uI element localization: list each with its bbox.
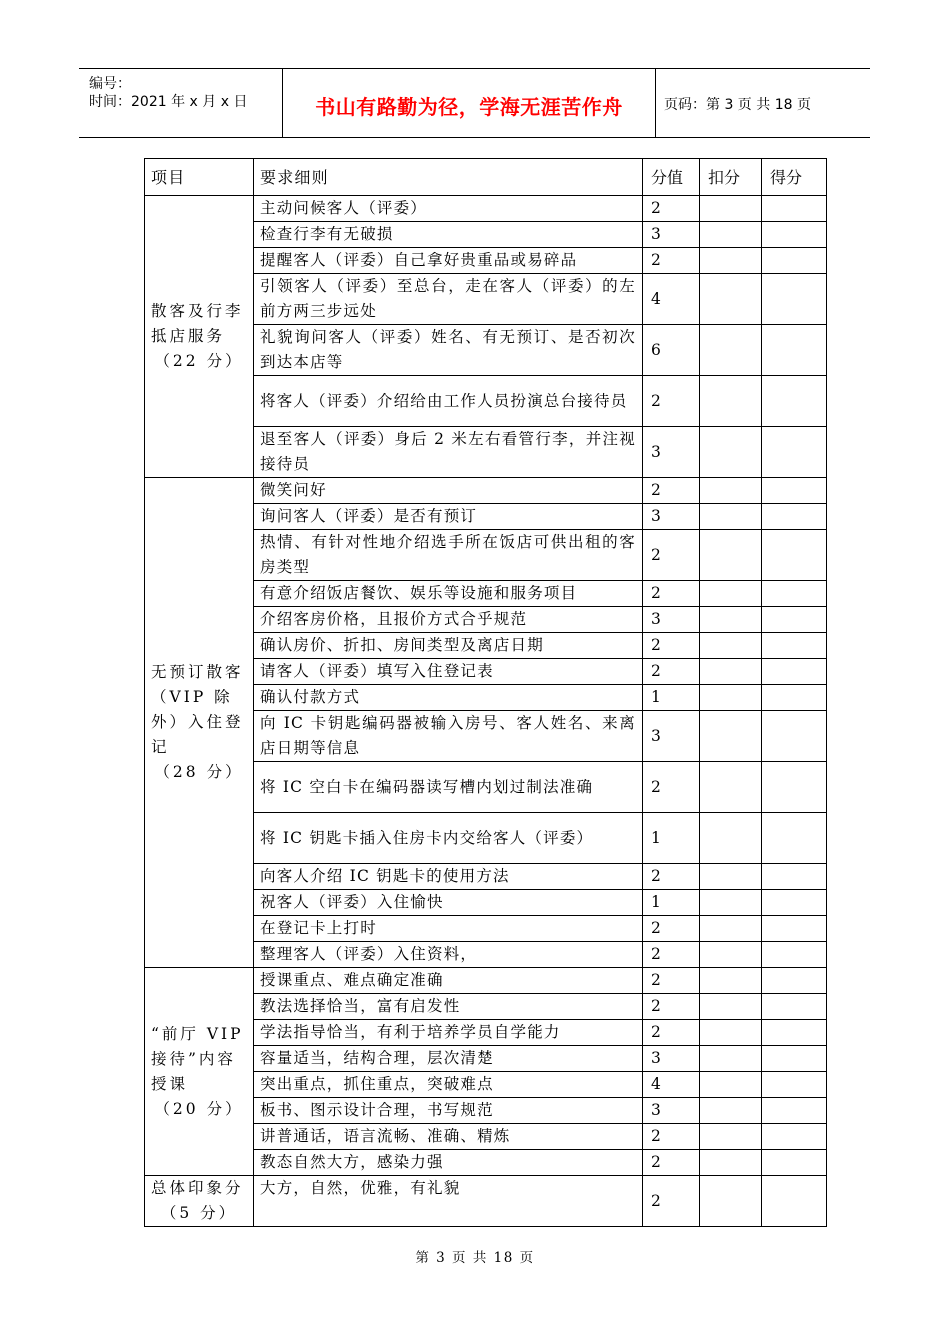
deduction-cell[interactable]	[700, 659, 762, 685]
requirement-text: 退至客人（评委）身后 2 米左右看管行李，并注视接待员	[254, 427, 643, 478]
requirement-text: 整理客人（评委）入住资料，	[254, 942, 643, 968]
result-cell[interactable]	[762, 994, 827, 1020]
score-value: 2	[643, 478, 700, 504]
score-value: 3	[643, 607, 700, 633]
requirement-text: 检查行李有无破损	[254, 222, 643, 248]
result-cell[interactable]	[762, 1150, 827, 1176]
document-number-label: 编号：	[89, 76, 131, 92]
result-cell[interactable]	[762, 1124, 827, 1150]
requirement-text: 讲普通话，语言流畅、准确、精炼	[254, 1124, 643, 1150]
result-cell[interactable]	[762, 659, 827, 685]
deduction-cell[interactable]	[700, 762, 762, 813]
section-score-note: （22 分）	[154, 352, 244, 370]
deduction-cell[interactable]	[700, 376, 762, 427]
section-category-cell	[145, 1176, 254, 1227]
deduction-cell[interactable]	[700, 942, 762, 968]
score-value: 2	[643, 762, 700, 813]
deduction-cell[interactable]	[700, 813, 762, 864]
deduction-cell[interactable]	[700, 196, 762, 222]
result-cell[interactable]	[762, 325, 827, 376]
deduction-cell[interactable]	[700, 325, 762, 376]
result-cell[interactable]	[762, 1046, 827, 1072]
section-title: 无预订散客（VIP 除外）入住登记	[151, 663, 244, 756]
section-score-note: （5 分）	[160, 1204, 238, 1222]
requirement-text: 请客人（评委）填写入住登记表	[254, 659, 643, 685]
table-row	[145, 1176, 827, 1227]
header-meta-cell	[79, 69, 283, 137]
score-value: 1	[643, 685, 700, 711]
result-cell[interactable]	[762, 1020, 827, 1046]
score-value: 2	[643, 530, 700, 581]
deduction-cell[interactable]	[700, 1072, 762, 1098]
deduction-cell[interactable]	[700, 1098, 762, 1124]
requirement-text: 主动问候客人（评委）	[254, 196, 643, 222]
requirement-text: 将 IC 钥匙卡插入住房卡内交给客人（评委）	[254, 813, 643, 864]
section-score-note: （20 分）	[154, 1099, 244, 1118]
score-value: 2	[643, 916, 700, 942]
deduction-cell[interactable]	[700, 1150, 762, 1176]
score-value: 3	[643, 427, 700, 478]
score-value: 6	[643, 325, 700, 376]
table-row	[145, 196, 827, 222]
requirement-text: 提醒客人（评委）自己拿好贵重品或易碎品	[254, 248, 643, 274]
requirement-text: 在登记卡上打时	[254, 916, 643, 942]
requirement-text: 微笑问好	[254, 478, 643, 504]
score-value: 3	[643, 1046, 700, 1072]
section-title: “前厅 VIP 接待”内容授课	[151, 1024, 244, 1093]
result-cell[interactable]	[762, 530, 827, 581]
requirement-text: 向 IC 卡钥匙编码器被输入房号、客人姓名、来离店日期等信息	[254, 711, 643, 762]
requirement-text: 学法指导恰当，有利于培养学员自学能力	[254, 1020, 643, 1046]
section-title: 散客及行李抵店服务	[151, 302, 244, 345]
section-score-note: （28 分）	[154, 763, 244, 781]
requirement-text: 确认付款方式	[254, 685, 643, 711]
requirement-text: 大方，自然，优雅，有礼貌	[254, 1176, 643, 1227]
section-category-cell	[145, 968, 254, 1176]
scoring-table	[144, 158, 827, 1227]
requirement-text: 热情、有针对性地介绍选手所在饭店可供出租的客房类型	[254, 530, 643, 581]
result-cell[interactable]	[762, 633, 827, 659]
result-cell[interactable]	[762, 890, 827, 916]
requirement-text: 容量适当，结构合理，层次清楚	[254, 1046, 643, 1072]
header-motto-cell	[283, 69, 656, 137]
score-value: 2	[643, 196, 700, 222]
result-cell[interactable]	[762, 248, 827, 274]
requirement-text: 确认房价、折扣、房间类型及离店日期	[254, 633, 643, 659]
deduction-cell[interactable]	[700, 607, 762, 633]
score-value: 3	[643, 1098, 700, 1124]
requirement-text: 板书、图示设计合理，书写规范	[254, 1098, 643, 1124]
result-cell[interactable]	[762, 274, 827, 325]
requirement-text: 授课重点、难点确定准确	[254, 968, 643, 994]
page-header	[79, 68, 870, 138]
score-value: 1	[643, 813, 700, 864]
column-header-deduction: 扣分	[700, 159, 762, 196]
result-cell[interactable]	[762, 916, 827, 942]
column-header-item: 项目	[145, 159, 254, 196]
deduction-cell[interactable]	[700, 1020, 762, 1046]
score-value: 2	[643, 864, 700, 890]
score-value: 2	[643, 1150, 700, 1176]
score-value: 4	[643, 274, 700, 325]
result-cell[interactable]	[762, 607, 827, 633]
result-cell[interactable]	[762, 1072, 827, 1098]
score-value: 2	[643, 376, 700, 427]
deduction-cell[interactable]	[700, 478, 762, 504]
result-cell[interactable]	[762, 376, 827, 427]
requirement-text: 询问客人（评委）是否有预订	[254, 504, 643, 530]
scoring-table-body	[145, 159, 827, 1227]
deduction-cell[interactable]	[700, 916, 762, 942]
result-cell[interactable]	[762, 762, 827, 813]
deduction-cell[interactable]	[700, 1124, 762, 1150]
section-category-cell	[145, 196, 254, 478]
deduction-cell[interactable]	[700, 1046, 762, 1072]
document-date: 时间：2021 年 x 月 x 日	[89, 94, 248, 110]
header-page-info: 页码：第 3 页 共 18 页	[664, 97, 811, 113]
result-cell[interactable]	[762, 222, 827, 248]
deduction-cell[interactable]	[700, 274, 762, 325]
table-header-row	[145, 159, 827, 196]
requirement-text: 将客人（评委）介绍给由工作人员扮演总台接待员	[254, 376, 643, 427]
result-cell[interactable]	[762, 685, 827, 711]
requirement-text: 祝客人（评委）入住愉快	[254, 890, 643, 916]
result-cell[interactable]	[762, 864, 827, 890]
requirement-text: 向客人介绍 IC 钥匙卡的使用方法	[254, 864, 643, 890]
deduction-cell[interactable]	[700, 581, 762, 607]
deduction-cell[interactable]	[700, 633, 762, 659]
deduction-cell[interactable]	[700, 685, 762, 711]
score-value: 1	[643, 890, 700, 916]
requirement-text: 教态自然大方，感染力强	[254, 1150, 643, 1176]
requirement-text: 突出重点，抓住重点，突破难点	[254, 1072, 643, 1098]
deduction-cell[interactable]	[700, 530, 762, 581]
score-value: 2	[643, 994, 700, 1020]
result-cell[interactable]	[762, 581, 827, 607]
score-value: 4	[643, 1072, 700, 1098]
score-value: 2	[643, 248, 700, 274]
score-value: 2	[643, 1124, 700, 1150]
deduction-cell[interactable]	[700, 1176, 762, 1227]
result-cell[interactable]	[762, 711, 827, 762]
result-cell[interactable]	[762, 813, 827, 864]
deduction-cell[interactable]	[700, 994, 762, 1020]
result-cell[interactable]	[762, 196, 827, 222]
score-value: 3	[643, 711, 700, 762]
result-cell[interactable]	[762, 478, 827, 504]
score-value: 2	[643, 968, 700, 994]
result-cell[interactable]	[762, 1176, 827, 1227]
header-motto: 书山有路勤为径，学海无涯苦作舟	[315, 95, 623, 119]
column-header-requirements: 要求细则	[254, 159, 643, 196]
requirement-text: 教法选择恰当，富有启发性	[254, 994, 643, 1020]
result-cell[interactable]	[762, 504, 827, 530]
deduction-cell[interactable]	[700, 864, 762, 890]
page-footer: 第 3 页 共 18 页	[415, 1250, 535, 1266]
requirement-text: 将 IC 空白卡在编码器读写槽内划过制法准确	[254, 762, 643, 813]
score-value: 2	[643, 1020, 700, 1046]
score-value: 3	[643, 222, 700, 248]
score-value: 3	[643, 504, 700, 530]
result-cell[interactable]	[762, 1098, 827, 1124]
requirement-text: 引领客人（评委）至总台，走在客人（评委）的左前方两三步远处	[254, 274, 643, 325]
table-row	[145, 968, 827, 994]
result-cell[interactable]	[762, 968, 827, 994]
requirement-text: 有意介绍饭店餐饮、娱乐等设施和服务项目	[254, 581, 643, 607]
result-cell[interactable]	[762, 427, 827, 478]
score-value: 2	[643, 1176, 700, 1227]
deduction-cell[interactable]	[700, 427, 762, 478]
table-row	[145, 478, 827, 504]
requirement-text: 礼貌询问客人（评委）姓名、有无预订、是否初次到达本店等	[254, 325, 643, 376]
deduction-cell[interactable]	[700, 968, 762, 994]
score-value: 2	[643, 633, 700, 659]
column-header-result: 得分	[762, 159, 827, 196]
deduction-cell[interactable]	[700, 504, 762, 530]
score-value: 2	[643, 581, 700, 607]
section-category-cell	[145, 478, 254, 968]
header-page-cell	[656, 69, 870, 137]
section-title: 总体印象分	[151, 1179, 244, 1197]
score-value: 2	[643, 659, 700, 685]
deduction-cell[interactable]	[700, 890, 762, 916]
deduction-cell[interactable]	[700, 222, 762, 248]
requirement-text: 介绍客房价格，且报价方式合乎规范	[254, 607, 643, 633]
deduction-cell[interactable]	[700, 711, 762, 762]
column-header-score: 分值	[643, 159, 700, 196]
result-cell[interactable]	[762, 942, 827, 968]
deduction-cell[interactable]	[700, 248, 762, 274]
score-value: 2	[643, 942, 700, 968]
